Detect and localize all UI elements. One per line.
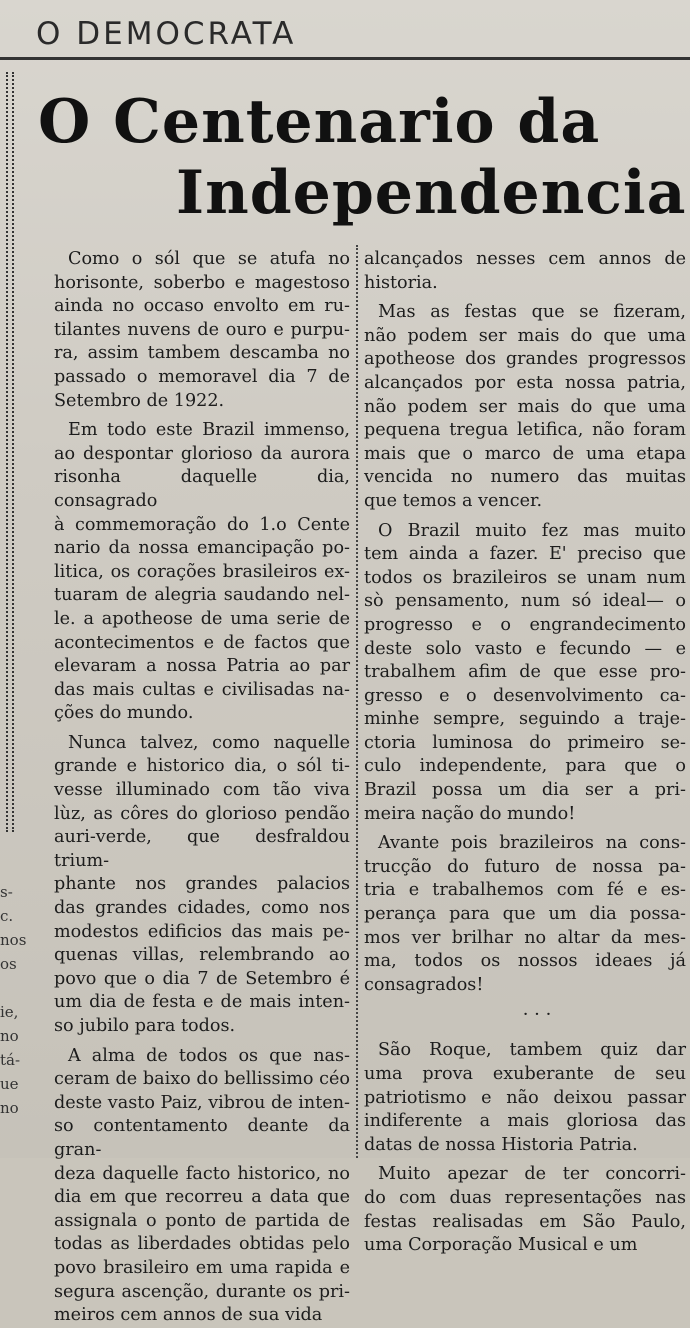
article-line: dia em que recorreu a data que (54, 1187, 350, 1208)
article-line: consagrados! (364, 974, 484, 995)
article-line: mais que o marco de uma etapa (364, 443, 686, 464)
article-line: Brazil possa um dia ser a pri- (364, 780, 686, 801)
article-line: pequena tregua letifica, não foram (364, 420, 686, 441)
article-line: Avante pois brazileiros na cons- (378, 833, 686, 854)
article-line: das mais cultas e civilisadas na- (54, 679, 350, 700)
article-line: modestos edificios das mais pe- (54, 921, 350, 942)
article-line: sò pensamento, num só ideal— o (364, 591, 686, 612)
article-line: horisonte, soberbo e magestoso (54, 272, 350, 293)
article-line: do com duas representações nas (364, 1187, 686, 1208)
margin-fragment (0, 976, 22, 1000)
article-line: povo brasileiro em uma rapida e (54, 1257, 350, 1278)
margin-fragment: ie, (0, 1003, 19, 1021)
article-line: meira nação do mundo! (364, 803, 576, 824)
article-line: historia. (364, 272, 438, 293)
article-line: quenas villas, relembrando ao (54, 945, 350, 966)
article-line: A alma de todos os que nas- (68, 1045, 350, 1066)
article-line: uma prova exuberante de seu (364, 1064, 686, 1084)
article-line: Mas as festas que se fizeram, (378, 302, 686, 323)
article-line: ções do mundo. (54, 703, 194, 724)
margin-fragment: s- (0, 883, 13, 901)
article-line: patriotismo e não deixou passar (364, 1087, 686, 1108)
article-line: apotheose dos grandes progressos (364, 349, 686, 370)
margin-fragment: os (0, 955, 17, 973)
margin-fragment: c. (0, 907, 14, 925)
article-line: ao despontar glorioso da aurora (54, 443, 350, 464)
article-line: ctoria luminosa do primeiro se- (364, 732, 686, 753)
article-line: todas as liberdades obtidas pelo (54, 1234, 350, 1255)
article-line: ra, assim tambem descamba no (54, 343, 350, 364)
article-line: das grandes cidades, como nos (54, 898, 350, 919)
article-line: alcançados por esta nossa patria, (364, 372, 686, 393)
article-line: passado o memoravel dia 7 de (54, 366, 350, 387)
article-line: Como o sól que se atufa no (68, 249, 350, 269)
article-line: São Roque, tambem quiz dar (378, 1040, 686, 1061)
article-line: segura ascenção, durante os pri- (54, 1281, 350, 1302)
article-line: minhe sempre, seguindo a traje- (364, 709, 686, 730)
article-line: trabalhem afim de que esse pro- (364, 662, 686, 683)
article-line: povo que o dia 7 de Setembro é (54, 968, 350, 989)
article-line: deste solo vasto e fecundo — e (364, 638, 686, 659)
article-line: tria e trabalhemos com fé e es- (364, 880, 686, 901)
article-line: litica, os corações brasileiros ex- (54, 561, 350, 582)
article-line: deste vasto Paiz, vibrou de inten- (54, 1092, 350, 1113)
article-line: meiros cem annos de sua vida (54, 1305, 323, 1326)
article-line: ceram de baixo do bellissimo céo (54, 1069, 350, 1090)
article-line: grande e historico dia, o sól ti- (54, 756, 350, 777)
article-line: tuaram de alegria saudando nel- (54, 585, 350, 606)
article-line: tilantes nuvens de ouro e purpu- (54, 319, 350, 340)
article-line: auri-verde, que desfraldou trium- (54, 827, 350, 871)
article-line: tem ainda a fazer. E' preciso que (364, 544, 686, 565)
article-line: todos os brazileiros se unam num (364, 567, 686, 588)
article-line: culo independente, para que o (364, 756, 686, 777)
article-line: elevaram a nossa Patria ao par (54, 656, 350, 677)
margin-fragment: ue (0, 1075, 19, 1093)
article-line: so jubilo para todos. (54, 1016, 236, 1036)
article-line: nario da nossa emancipação po- (54, 538, 350, 559)
article-line: não podem ser mais do que uma (364, 325, 686, 346)
article-line: Nunca talvez, como naquelle (68, 732, 350, 753)
article-line: risonha daquelle dia, consagrado (54, 467, 350, 511)
masthead-rule (0, 57, 690, 60)
margin-fragment: no (0, 1027, 19, 1045)
article-line: que temos a vencer. (364, 490, 543, 511)
article-line: Muito apezar de ter concorri- (378, 1164, 686, 1185)
article-line: uma Corporação Musical e um (364, 1235, 638, 1256)
headline-line-1: O Centenario da (38, 87, 601, 157)
article-line: perança para que um dia possa- (364, 904, 686, 925)
article-line: so contentamento deante da gran- (54, 1116, 350, 1160)
article-line: lùz, as côres do glorioso pendão (54, 803, 350, 824)
article-line: Em todo este Brazil immenso, (68, 420, 350, 441)
article-line: trucção do futuro de nossa pa- (364, 856, 686, 877)
article-line: vencida no numero das muitas (364, 467, 686, 488)
article-line: à commemoração do 1.o Cente (54, 514, 350, 535)
article-line: um dia de festa e de mais inten- (54, 992, 350, 1013)
right-article-column (364, 248, 686, 1258)
column-divider (356, 245, 360, 1158)
article-line: mos ver brilhar no altar da mes- (364, 927, 686, 948)
masthead: O DEMOCRATA (36, 16, 297, 52)
article-line: O Brazil muito fez mas muito (378, 520, 686, 541)
left-article-column (54, 248, 350, 1328)
article-line: le. a apotheose de uma serie de (54, 608, 350, 629)
headline-line-2: Independencia (176, 158, 687, 228)
article-line: deza daquelle facto historico, no (54, 1163, 350, 1184)
article-line: progresso e o engrandecimento (364, 614, 686, 635)
section-separator: · · · (522, 1004, 552, 1026)
article-line: vesse illuminado com tão viva (54, 780, 350, 801)
article-line: assignala o ponto de partida de (54, 1210, 350, 1231)
article-line: indiferente a mais gloriosa das (364, 1111, 686, 1132)
article-line: Setembro de 1922. (54, 390, 225, 411)
margin-fragment: nos (0, 931, 27, 949)
article-line: não podem ser mais do que uma (364, 396, 686, 417)
margin-fragment: tá- (0, 1051, 21, 1069)
article-line: acontecimentos e de factos que (54, 632, 350, 653)
article-line: phante nos grandes palacios (54, 874, 350, 895)
margin-fragment: no (0, 1099, 19, 1117)
article-line: festas realisadas em São Paulo, (364, 1211, 686, 1232)
article-line: gresso e o desenvolvimento ca- (364, 685, 686, 706)
article-line: datas de nossa Historia Patria. (364, 1134, 638, 1155)
article-line: ainda no occaso envolto em ru- (54, 296, 350, 317)
left-border-ornament (6, 72, 14, 832)
margin-text-fragments (0, 880, 27, 1120)
article-line: ma, todos os nossos ideaes já (364, 951, 686, 972)
article-line: alcançados nesses cem annos de (364, 249, 686, 269)
